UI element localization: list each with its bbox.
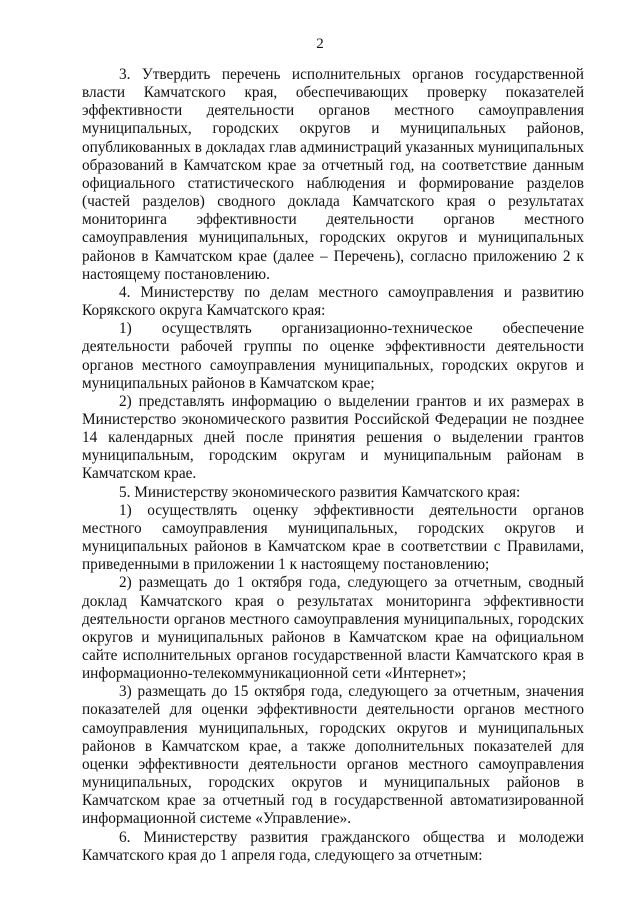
document-body: [82, 66, 584, 865]
paragraph-6: 6. Министерству развития гражданского общества и молодежи Камчатского края до 1 апреля года, следующего за отчетным:: [82, 828, 584, 864]
paragraph-4-item-1: 1) осуществлять организационно-техническое обеспечение деятельности рабочей группы по оценке эффективности деятельности органов местного самоуправления муниципальных, городских округов и муниципальных районов в Камчатском крае;: [82, 320, 584, 392]
paragraph-5: 5. Министерству экономического развития Камчатского края:: [119, 483, 521, 501]
paragraph-5-item-1: 1) осуществлять оценку эффективности деятельности органов местного самоуправления муниципальных, городских округов и муниципальных районов в Камчатском крае в соответствии с Правилами, приведенными в приложении 1 к настоящему постановлению;: [82, 501, 584, 574]
paragraph-4-item-2: 2) представлять информацию о выделении грантов и их размерах в Министерство экономического развития Российской Федерации не позднее 14 календарных дней после принятия решения о выделении грантов муниципальным, городским округам и муниципальным районам в Камчатском крае.: [82, 392, 584, 483]
paragraph-3: 3. Утвердить перечень исполнительных органов государственной власти Камчатского края, обеспечивающих проверку показателей эффективности деятельности органов местного самоуправления муниципальных, городских округов и муниципальных районов, опубликованных в докладах глав администраций указанных муниципальных образований в Камчатском крае за отчетный год, на соответствие данным официального статистического наблюдения и формирование разделов (частей разделов) сводного доклада Камчатского края о результатах мониторинга эффективности деятельности органов местного самоуправления муниципальных, городских округов и муниципальных районов в Камчатском крае (далее – Перечень), согласно приложению 2 к настоящему постановлению.: [82, 66, 584, 283]
paragraph-5-item-3: 3) размещать до 15 октября года, следующего за отчетным, значения показателей для оценки эффективности деятельности органов местного самоуправления муниципальных, городских округов и муниципальных районов в Камчатском крае, а также дополнительных показателей для оценки эффективности деятельности органов местного самоуправления муниципальных, городских округов и муниципальных районов в Камчатском крае за отчетный год в государственной автоматизированной информационной системе «Управление».: [82, 683, 584, 828]
paragraph-4: 4. Министерству по делам местного самоуправления и развитию Корякского округа Камчатского края:: [82, 283, 584, 320]
page-number: 2: [316, 36, 324, 52]
paragraph-5-item-2: 2) размещать до 1 октября года, следующего за отчетным, сводный доклад Камчатского края о результатах мониторинга эффективности деятельности органов местного самоуправления муниципальных, городских округов и муниципальных районов в Камчатском крае на официальном сайте исполнительных органов государственной власти Камчатского края в информационно-телекоммуникационной сети «Интернет»;: [82, 574, 584, 683]
